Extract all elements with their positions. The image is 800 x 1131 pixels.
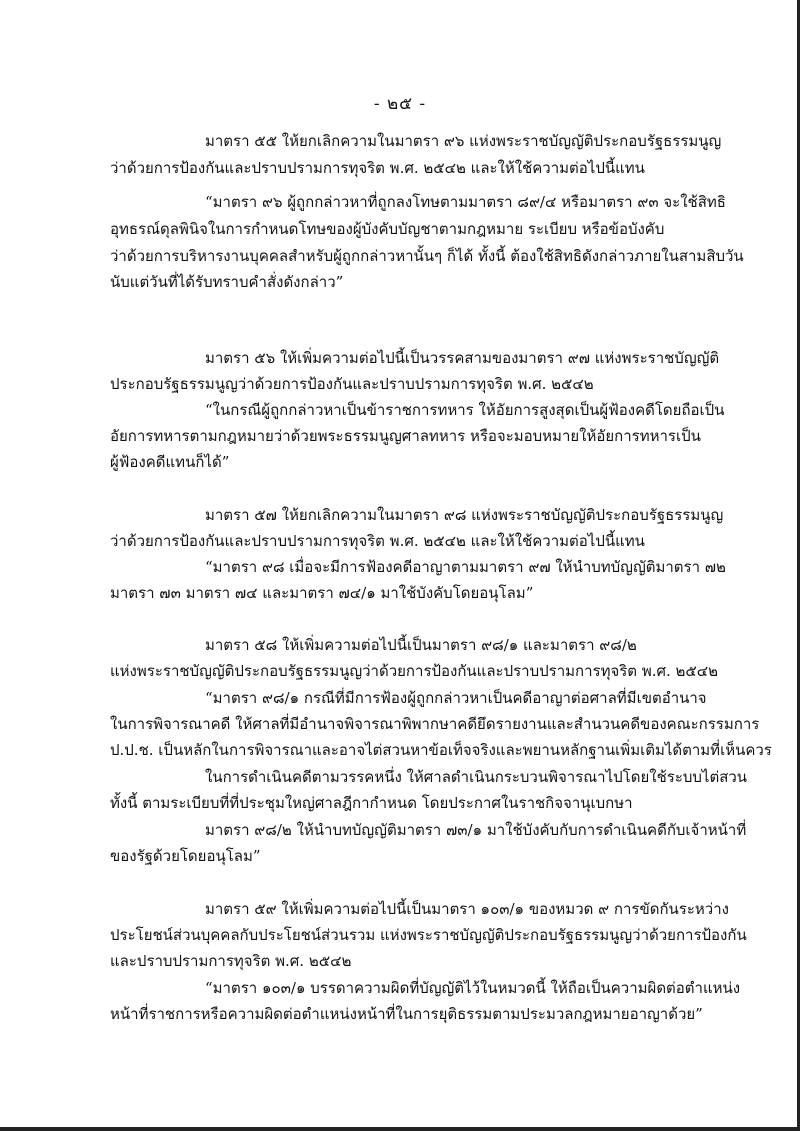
section-55-line-1: มาตรา ๕๕ ให้ยกเลิกความในมาตรา ๙๖ แห่งพระราชบัญญัติประกอบรัฐธรรมนูญ	[205, 132, 722, 150]
section-59-line-5: หน้าที่ราชการหรือความผิดต่อตำแหน่งหน้าที่ในการยุติธรรมตามประมวลกฎหมายอาญาด้วย”	[110, 1005, 703, 1023]
section-55-line-4: อุทธรณ์ดุลพินิจในการกำหนดโทษของผู้บังคับบัญชาตามกฎหมาย ระเบียบ หรือข้อบังคับ	[110, 220, 665, 238]
section-58-line-2: แห่งพระราชบัญญัติประกอบรัฐธรรมนูญว่าด้วยการป้องกันและปราบปรามการทุจริต พ.ศ. ๒๕๔๒	[110, 662, 719, 680]
section-58-line-4: ในการพิจารณาคดี ให้ศาลที่มีอำนาจพิจารณาพิพากษาคดียึดรายงานและสำนวนคดีของคณะกรรมการ	[110, 715, 760, 733]
section-57-line-4: มาตรา ๗๓ มาตรา ๗๔ และมาตรา ๗๔/๑ มาใช้บังคับโดยอนุโลม”	[110, 584, 534, 602]
section-55-line-5: ว่าด้วยการบริหารงานบุคคลสำหรับผู้ถูกกล่าวหานั้นๆ ก็ได้ ทั้งนี้ ต้องใช้สิทธิดังกล่าวภายในสามสิบวัน	[110, 247, 744, 265]
section-56-line-2: ประกอบรัฐธรรมนูญว่าด้วยการป้องกันและปราบปรามการทุจริต พ.ศ. ๒๕๔๒	[110, 375, 594, 393]
page-number: - ๒๕ -	[373, 94, 427, 114]
section-56-line-1: มาตรา ๕๖ ให้เพิ่มความต่อไปนี้เป็นวรรคสามของมาตรา ๙๗ แห่งพระราชบัญญัติ	[205, 349, 720, 367]
section-59-line-3: และปราบปรามการทุจริต พ.ศ. ๒๕๔๒	[110, 952, 352, 970]
section-56-line-3: “ในกรณีผู้ถูกกล่าวหาเป็นข้าราชการทหาร ให้อัยการสูงสุดเป็นผู้ฟ้องคดีโดยถือเป็น	[205, 401, 725, 419]
section-58-line-6: ในการดำเนินคดีตามวรรคหนึ่ง ให้ศาลดำเนินกระบวนพิจารณาไปโดยใช้ระบบไต่สวน	[205, 768, 748, 786]
section-57-line-2: ว่าด้วยการป้องกันและปราบปรามการทุจริต พ.ศ. ๒๕๔๒ และให้ใช้ความต่อไปนี้แทน	[110, 532, 645, 550]
section-59-line-2: ประโยชน์ส่วนบุคคลกับประโยชน์ส่วนรวม แห่งพระราชบัญญัติประกอบรัฐธรรมนูญว่าด้วยการป้องกัน	[110, 926, 747, 944]
section-57-line-3: “มาตรา ๙๘ เมื่อจะมีการฟ้องคดีอาญาตามมาตรา ๙๗ ให้นำบทบัญญัติมาตรา ๗๒	[205, 558, 726, 576]
section-58-line-5: ป.ป.ช. เป็นหลักในการพิจารณาและอาจไต่สวนหาข้อเท็จจริงและพยานหลักฐานเพิ่มเติมได้ตามที่เห็นควร	[110, 741, 772, 759]
section-58-line-9: ของรัฐด้วยโดยอนุโลม”	[110, 847, 261, 865]
section-58-line-3: “มาตรา ๙๘/๑ กรณีที่มีการฟ้องผู้ถูกกล่าวหาเป็นคดีอาญาต่อศาลที่มีเขตอำนาจ	[205, 689, 707, 707]
section-56-line-4: อัยการทหารตามกฎหมายว่าด้วยพระธรรมนูญศาลทหาร หรือจะมอบหมายให้อัยการทหารเป็น	[110, 427, 701, 445]
section-58-line-7: ทั้งนี้ ตามระเบียบที่ที่ประชุมใหญ่ศาลฎีกากำหนด โดยประกาศในราชกิจจานุเบกษา	[110, 794, 633, 812]
section-59-line-4: “มาตรา ๑๐๓/๑ บรรดาความผิดที่บัญญัติไว้ในหมวดนี้ ให้ถือเป็นความผิดต่อตำแหน่ง	[205, 979, 741, 997]
section-59-line-1: มาตรา ๕๙ ให้เพิ่มความต่อไปนี้เป็นมาตรา ๑๐๓/๑ ของหมวด ๙ การขัดกันระหว่าง	[205, 900, 729, 918]
page-edge-bottom	[0, 1127, 800, 1131]
section-58-line-8: มาตรา ๙๘/๒ ให้นำบทบัญญัติมาตรา ๗๓/๑ มาใช้บังคับกับการดำเนินคดีกับเจ้าหน้าที่	[205, 821, 747, 839]
section-56-line-5: ผู้ฟ้องคดีแทนก็ได้”	[110, 453, 230, 471]
section-55-line-2: ว่าด้วยการป้องกันและปราบปรามการทุจริต พ.ศ. ๒๕๔๒ และให้ใช้ความต่อไปนี้แทน	[110, 159, 645, 177]
section-57-line-1: มาตรา ๕๗ ให้ยกเลิกความในมาตรา ๙๘ แห่งพระราชบัญญัติประกอบรัฐธรรมนูญ	[205, 506, 724, 524]
section-55-line-6: นับแต่วันที่ได้รับทราบคำสั่งดังกล่าว”	[110, 273, 344, 291]
section-55-line-3: “มาตรา ๙๖ ผู้ถูกกล่าวหาที่ถูกลงโทษตามมาตรา ๘๙/๔ หรือมาตรา ๙๓ จะใช้สิทธิ	[205, 193, 726, 211]
section-58-line-1: มาตรา ๕๘ ให้เพิ่มความต่อไปนี้เป็นมาตรา ๙๘/๑ และมาตรา ๙๘/๒	[205, 636, 637, 654]
